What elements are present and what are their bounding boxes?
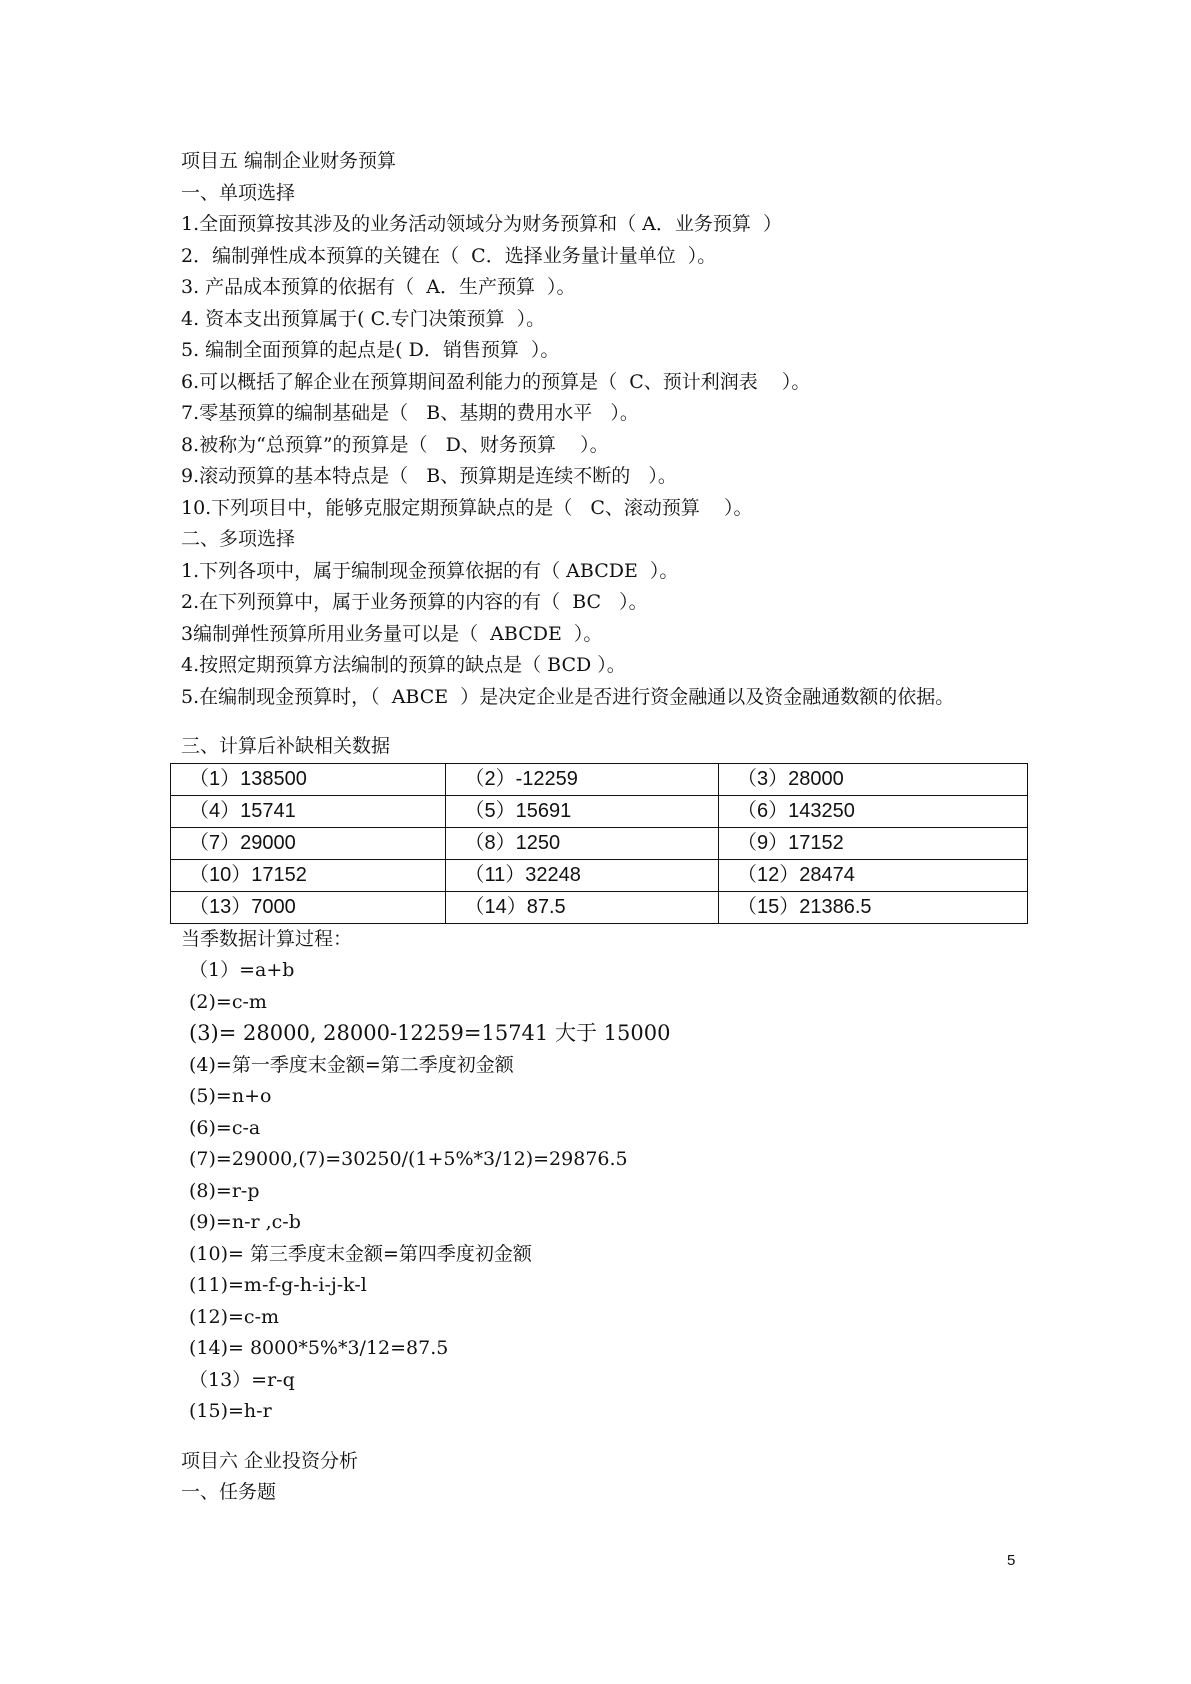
multi-choice-item: 5.在编制现金预算时，（ ABCE ）是决定企业是否进行资金融通以及资金融通数额的依据。 <box>181 685 955 708</box>
table-cell: （7）29000 <box>171 827 446 859</box>
table-cell: （8）1250 <box>446 827 718 859</box>
process-step: (9)=n-r ,c-b <box>189 1211 301 1233</box>
process-step: (14)= 8000*5%*3/12=87.5 <box>189 1337 449 1359</box>
calculation-table <box>170 763 1028 924</box>
single-choice-item: 6.可以概括了解企业在预算期间盈利能力的预算是（ C、预计利润表 ）。 <box>181 370 811 393</box>
project6-title: 项目六 企业投资分析 <box>181 1449 359 1472</box>
process-step: （13）=r-q <box>189 1368 295 1391</box>
process-step: (3)= 28000, 28000-12259=15741 大于 15000 <box>189 1021 671 1045</box>
process-step: (10)= 第三季度末金额=第四季度初金额 <box>189 1242 532 1265</box>
table-cell: （15）21386.5 <box>718 891 1027 923</box>
process-heading: 当季数据计算过程： <box>181 927 353 950</box>
table-cell: （14）87.5 <box>446 891 718 923</box>
multi-choice-item: 2.在下列预算中，属于业务预算的内容的有（ BC ）。 <box>181 591 648 613</box>
task-heading: 一、任务题 <box>181 1481 277 1503</box>
table-cell: （9）17152 <box>718 827 1027 859</box>
single-choice-heading: 一、单项选择 <box>181 181 296 204</box>
multi-choice-heading: 二、多项选择 <box>181 528 296 550</box>
process-step: (8)=r-p <box>189 1179 260 1202</box>
process-step: (4)=第一季度末金额=第二季度初金额 <box>189 1053 514 1076</box>
spacer <box>181 1428 1041 1446</box>
single-choice-item: 4. 资本支出预算属于( C.专门决策预算 ）。 <box>181 307 546 330</box>
single-choice-item: 9.滚动预算的基本特点是（ B、预算期是连续不断的 ）。 <box>181 465 677 487</box>
calculation-process <box>181 955 1041 1428</box>
spacer <box>181 713 1041 731</box>
table-cell: （3）28000 <box>718 763 1027 795</box>
table-row <box>171 859 1028 891</box>
single-choice-item: 2．编制弹性成本预算的关键在（ C．选择业务量计量单位 ）。 <box>181 244 717 267</box>
table-cell: （12）28474 <box>718 859 1027 891</box>
process-step: (7)=29000,(7)=30250/(1+5%*3/12)=29876.5 <box>189 1148 628 1170</box>
table-row <box>171 763 1028 795</box>
process-step: （1）=a+b <box>189 959 295 981</box>
table-row <box>171 827 1028 859</box>
table-cell: （4）15741 <box>171 795 446 827</box>
table-cell: （5）15691 <box>446 795 718 827</box>
project5-title: 项目五 编制企业财务预算 <box>181 150 397 172</box>
multi-choice-item: 4.按照定期预算方法编制的预算的缺点是（ BCD ）。 <box>181 654 626 676</box>
process-step: (6)=c-a <box>189 1116 261 1139</box>
single-choice-item: 8.被称为“总预算”的预算是（ D、财务预算 ）。 <box>181 433 609 456</box>
single-choice-item: 1.全面预算按其涉及的业务活动领域分为财务预算和（ A．业务预算 ） <box>181 213 782 235</box>
single-choice-item: 5. 编制全面预算的起点是( D．销售预算 ）。 <box>181 339 560 361</box>
table-cell: （13）7000 <box>171 891 446 923</box>
table-cell: （10）17152 <box>171 859 446 891</box>
multi-choice-item: 1.下列各项中，属于编制现金预算依据的有（ ABCDE ）。 <box>181 559 679 582</box>
table-cell: （1）138500 <box>171 763 446 795</box>
single-choice-item: 10.下列项目中，能够克服定期预算缺点的是（ C、滚动预算 ）。 <box>181 496 753 519</box>
process-step: (2)=c-m <box>189 990 267 1013</box>
process-step: (12)=c-m <box>189 1305 279 1328</box>
process-step: (15)=h-r <box>189 1400 272 1422</box>
table-row <box>171 891 1028 923</box>
table-row <box>171 795 1028 827</box>
multi-choice-item: 3编制弹性预算所用业务量可以是（ ABCDE ）。 <box>181 622 603 645</box>
process-step: (5)=n+o <box>189 1085 272 1107</box>
process-step: (11)=m-f-g-h-i-j-k-l <box>189 1274 367 1296</box>
single-choice-item: 7.零基预算的编制基础是（ B、基期的费用水平 ）。 <box>181 402 639 424</box>
table-cell: （2）-12259 <box>446 763 718 795</box>
single-choice-item: 3. 产品成本预算的依据有（ A．生产预算 ）。 <box>181 276 576 298</box>
page-number: 5 <box>1007 1552 1016 1569</box>
page-content <box>181 146 1041 1509</box>
table-cell: （11）32248 <box>446 859 718 891</box>
calculation-heading: 三、计算后补缺相关数据 <box>181 735 391 757</box>
table-cell: （6）143250 <box>718 795 1027 827</box>
